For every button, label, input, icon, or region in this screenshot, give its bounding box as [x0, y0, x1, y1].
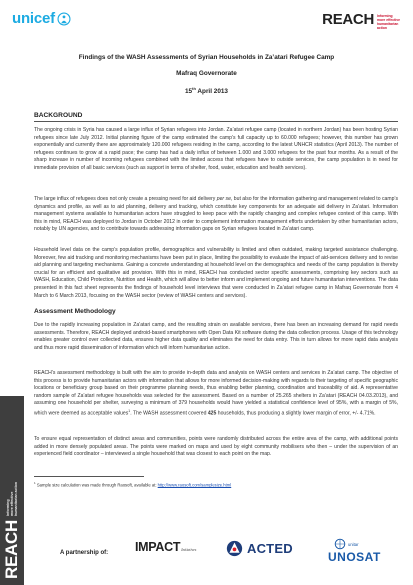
- methodology-heading: Assessment Methodology: [34, 308, 116, 315]
- unicef-logo: [12, 10, 71, 27]
- reach-side-banner: [0, 396, 24, 585]
- impact-wordmark: IMPACT: [135, 540, 181, 554]
- acted-logo: [226, 540, 293, 557]
- unicef-globe-icon: [57, 12, 71, 26]
- impact-logo: [135, 540, 196, 554]
- footnote: $^1$ Sample size calculation was made through Raosoft, available at: http://www.raosoft.com/samplesize.html: [34, 481, 232, 488]
- background-paragraph-1: The ongoing crisis in Syria has caused a large influx of Syrian refugees into Jordan. Za’atari refugee camp (located in northern Jordan) has been hosting Syrian refugees since late July 2012. Initial planning figure of the camp estimated the camp’s full capacity up to 60.000 refugees; however, this number has grown exponentially and currently there are approximately 120.000 refugees residing in the camp, according to the latest UNHCR statistics (April 2013). The number of refugees continues to grow at a rapid pace; the camp has had a daily influx of between 1.000 and 3.000 refugees for the past four months. As a result of the sharp increase in number of incoming refugees combined with the limited access that refugees have to outside services, the camp population is in need for immediate provision of all basic services (such as support in terms of shelter, food, water, education and health services).: [34, 127, 398, 171]
- acted-wordmark: ACTED: [247, 541, 293, 556]
- methodology-paragraph-1: Due to the rapidly increasing population in Za’atari camp, and the resulting strain on available services, there has been an increasing demand for rapid needs assessments. Therefore, REACH deployed android-based smartphones with Open Data Kit software during the data collection process. Usage of this technology enables greater control over collected data, ensures higher data quality and eliminates the need for data entry. This in turn allows for more rapid data analysis and thus more rapid dissemination of information which will inform humanitarian action.: [34, 322, 398, 351]
- reach-side-wordmark: REACH: [2, 520, 21, 579]
- unosat-wordmark: UNOSAT: [328, 550, 381, 564]
- reach-tagline: Informing more effective humanitarian action: [377, 14, 400, 30]
- background-heading: BACKGROUND: [34, 112, 398, 122]
- impact-subtitle: Initiatives: [181, 548, 197, 552]
- background-paragraph-3: Household level data on the camp’s population profile, demographics and vulnerability is limited and often outdated, making targeted assistance challenging. Moreover, few aid tracking and monitoring mechanisms have been put in place, limiting the possibility to evaluate the impact of aid-services delivery and to revise aid planning and targeting mechanisms. Gaining a concrete understanding at household level on the demographics and needs of the camp population is thereby crucial for an efficient and qualitative aid provision. With this in mind, REACH has conducted sector specific assessments, comprising key sectors such as WASH, Education, Child Protection, Nutrition and Health, which will allow to better inform and implement ongoing and future humanitarian interventions. The data presented in this fact sheet represents the findings of household level interviews that were conducted in Za’atari refugee camp in Mafraq Governorate from 4 March to 6 March 2013, focusing on the WASH sector (review of WASH centers and services).: [34, 247, 398, 299]
- unitar-wordmark: unitar: [348, 541, 359, 547]
- background-paragraph-2: The large influx of refugees does not only create a pressing need for aid delivery per se, but also for the information gathering and management related to camp’s dynamics and profile, as well as to aid planning, delivery and tracking, which constitute key components for an adequate aid delivery in Za’atari. Information management systems available to humanitarian actors have struggled to keep pace with the rapidly changing and complex refugee context of this camp. With this in mind, REACH was deployed to Jordan in October 2012 in order to complement information management efforts undertaken by other humanitarian actors, notably by UN agencies, and to contribute towards addressing information gaps on Syrian refugees located in Za’atari camp.: [34, 196, 398, 233]
- footnote-link[interactable]: http://www.raosoft.com/samplesize.html: [157, 482, 232, 488]
- methodology-paragraph-3: To ensure equal representation of distinct areas and communities, points were randomly distributed across the entire area of the camp, with additional points added in more densely populated areas. The points were marked on maps and used by eight community mobilisers who then – under the supervision of an experienced field coordinator – interviewed a single household that was closest to each point on the map.: [34, 436, 398, 458]
- partnership-label: A partnership of:: [60, 550, 109, 556]
- document-subtitle: Mafraq Governorate: [176, 70, 237, 77]
- reach-logo: [322, 12, 403, 30]
- unosat-logo: [328, 538, 381, 564]
- acted-emblem-icon: [226, 540, 243, 557]
- unicef-wordmark: unicef: [12, 10, 55, 27]
- document-title: Findings of the WASH Assessments of Syrian Households in Za’atari Refugee Camp: [78, 54, 335, 61]
- unitar-globe-icon: [334, 538, 346, 550]
- document-date: 15th April 2013: [185, 86, 228, 96]
- footnote-divider: [34, 476, 144, 477]
- reach-side-tagline: Informing more effective humanitarian action: [5, 481, 19, 517]
- reach-wordmark: REACH: [322, 11, 374, 28]
- methodology-paragraph-2: REACH’s assessment methodology is built with the aim to provide in-depth data and analysis on WASH centers and services in Za’atari camp. The objective of this process is to provide humanitarian actors with information that allows for more informed decision-making with regards to their targeting of specific geographic locations or beneficiary group based on their programme planning needs, thus enabling better planning, coordination and traceability of aid. A representative random sample of Za’atari refugee households was selected for the assessment. Based on a number of 25.265 shelters in Za’atari (REACH 04.03.2013), and assuming one household per shelter, surveying a minimum of 379 households would have yielded a statistical confidence level of 95%, with a margin of 5%, which were deemed as acceptable values$^1$. The WASH assessment covered 425 households, thus producing a slightly lower margin of error, +/- 4.71%.: [34, 370, 398, 417]
